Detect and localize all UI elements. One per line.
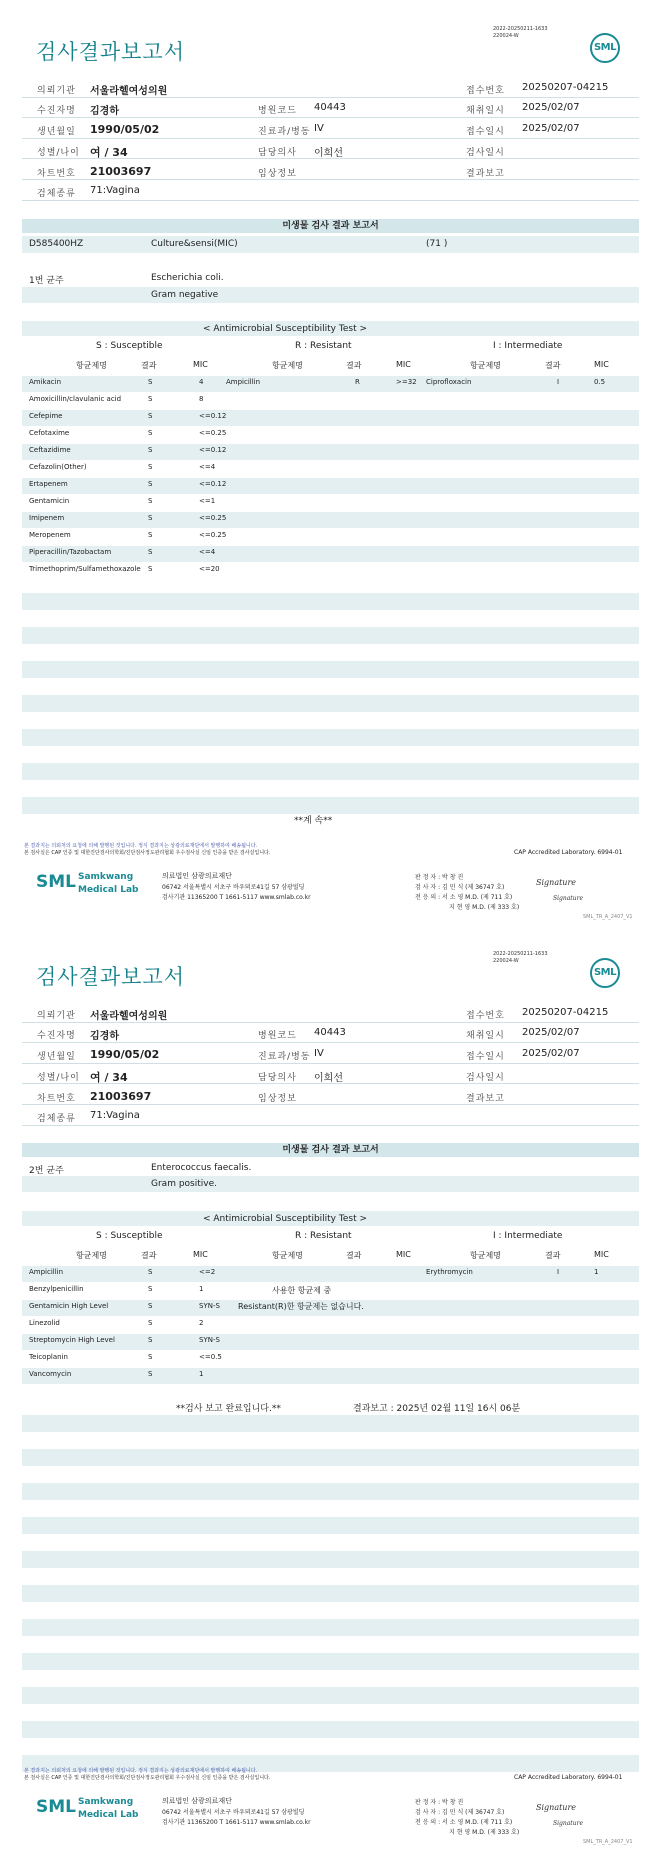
organism-label: 1번 균주 xyxy=(29,276,64,286)
label-dept: 진료과/병동 xyxy=(258,1052,311,1062)
lab-staff-1: 판 정 자 : 박 창 진 xyxy=(415,874,464,881)
drug-name: Meropenem xyxy=(29,531,71,539)
doctor-value: 이희선 xyxy=(314,148,343,159)
sml-brand-logo-icon: SML xyxy=(36,872,76,892)
label-receipt-date: 접수일시 xyxy=(466,127,505,137)
document-number xyxy=(493,26,548,40)
drug-result: S xyxy=(148,1370,153,1378)
drug-result: S xyxy=(148,1353,153,1361)
col-result-header-3: 결과 xyxy=(545,1251,561,1260)
lab-staff-3: 전 응 의 : 서 소 영 M.D. (제 711 호) xyxy=(415,1819,513,1826)
empty-row xyxy=(22,1449,639,1466)
col-mic-header: MIC xyxy=(193,360,208,369)
drug-name: Gentamicin xyxy=(29,497,70,505)
drug-name-col3: Ciprofloxacin xyxy=(426,378,472,386)
empty-row xyxy=(22,1687,639,1704)
drug-name: Benzylpenicillin xyxy=(29,1285,84,1293)
birth-value: 1990/05/02 xyxy=(90,123,160,136)
empty-row xyxy=(22,627,639,644)
sex-age-value: 여 / 34 xyxy=(90,1071,128,1084)
label-doctor: 담당의사 xyxy=(258,148,297,158)
drug-mic: 8 xyxy=(199,395,204,403)
drug-mic: <=0.5 xyxy=(199,1353,222,1361)
label-chart: 차트번호 xyxy=(37,1094,76,1104)
row-band xyxy=(22,546,639,562)
drug-name: Teicoplanin xyxy=(29,1353,68,1361)
empty-row xyxy=(22,729,639,746)
row-band xyxy=(22,444,639,460)
cap-accreditation: CAP Accredited Laboratory. 6994-01 xyxy=(514,849,623,856)
receipt-date-value: 2025/02/07 xyxy=(522,1048,580,1059)
cap-accreditation: CAP Accredited Laboratory. 6994-01 xyxy=(514,1774,623,1781)
drug-result-col3: I xyxy=(557,378,560,386)
label-sex-age: 성별/나이 xyxy=(37,148,80,158)
footer-note-2: 본 검사실은 CAP 인증 및 대한진단검사의학회/진단검사정도관리협회 우수검사실 신임 인증을 받은 검사실입니다. xyxy=(24,1775,271,1781)
form-code: SML_TR_A_2407_V1 xyxy=(583,914,633,920)
col-result-header-2: 결과 xyxy=(346,1251,362,1260)
drug-mic: <=20 xyxy=(199,565,220,573)
patient-name-value: 김경하 xyxy=(90,106,119,117)
label-exam-date: 검사일시 xyxy=(466,148,505,158)
drug-mic: SYN-S xyxy=(199,1336,220,1344)
col-drug-header-2: 항균제명 xyxy=(272,1251,303,1260)
footer-note-2: 본 검사실은 CAP 인증 및 대한진단검사의학회/진단검사정도관리협회 우수검사실 신임 인증을 받은 검사실입니다. xyxy=(24,850,271,856)
drug-result: S xyxy=(148,1285,153,1293)
drug-result: S xyxy=(148,1336,153,1344)
label-clinical: 임상정보 xyxy=(258,1094,297,1104)
drug-result: S xyxy=(148,1268,153,1276)
sml-logo-icon: SML xyxy=(590,958,620,988)
col-drug-header-3: 항균제명 xyxy=(470,1251,501,1260)
drug-name: Cefepime xyxy=(29,412,63,420)
col-drug-header: 항균제명 xyxy=(76,1251,107,1260)
drug-result: S xyxy=(148,531,153,539)
label-receipt-no: 접수번호 xyxy=(466,86,505,96)
row-band xyxy=(22,512,639,528)
page-title: 검사결과보고서 xyxy=(36,965,186,989)
ast-resistant: R : Resistant xyxy=(295,341,352,351)
drug-mic-col2: >=32 xyxy=(396,378,417,386)
collect-date-value: 2025/02/07 xyxy=(522,1027,580,1038)
drug-name: Vancomycin xyxy=(29,1370,72,1378)
doctor-value: 이희선 xyxy=(314,1073,343,1084)
footer-note-1: 본 결과지는 의뢰처의 요청에 의해 발행된 것입니다. 정식 결과지는 상광의료재단에서 발행하여 배송됩니다. xyxy=(24,843,258,849)
col-result-header-2: 결과 xyxy=(346,361,362,370)
drug-mic: <=2 xyxy=(199,1268,216,1276)
label-hospital-code: 병원코드 xyxy=(258,1031,297,1041)
col-mic-header-3: MIC xyxy=(594,360,609,369)
report-complete: **검사 보고 완료입니다.** xyxy=(176,1404,281,1414)
section-title: 미생물 검사 결과 보고서 xyxy=(22,219,639,233)
drug-result: S xyxy=(148,395,153,403)
label-patient: 수진자명 xyxy=(37,1031,76,1041)
row-band xyxy=(22,410,639,426)
drug-name: Cefazolin(Other) xyxy=(29,463,87,471)
lab-staff-4: 지 현 영 M.D. (제 333 호) xyxy=(449,904,520,911)
empty-row xyxy=(22,1551,639,1568)
document-number xyxy=(493,951,548,965)
organism-name: Escherichia coli. xyxy=(151,273,224,283)
label-result-date: 결과보고 xyxy=(466,1094,505,1104)
client-value: 서울라헬여성의원 xyxy=(90,86,168,97)
drug-name: Amikacin xyxy=(29,378,62,386)
drug-result: S xyxy=(148,548,153,556)
ast-intermediate: I : Intermediate xyxy=(493,1231,563,1241)
row-band xyxy=(22,1266,639,1282)
col-mic-header-3: MIC xyxy=(594,1250,609,1259)
empty-row xyxy=(22,695,639,712)
drug-mic: 4 xyxy=(199,378,204,386)
drug-result-col2: R xyxy=(355,378,360,386)
row-band xyxy=(22,376,639,392)
sml-brand-logo-icon: SML xyxy=(36,1797,76,1817)
signature-icon-2: Signature xyxy=(553,895,584,902)
drug-result: S xyxy=(148,378,153,386)
drug-mic: <=1 xyxy=(199,497,216,505)
drug-name: Ertapenem xyxy=(29,480,68,488)
label-hospital-code: 병원코드 xyxy=(258,106,297,116)
brand-line-2: Medical Lab xyxy=(78,885,139,895)
col-drug-header-3: 항균제명 xyxy=(470,361,501,370)
report-time: 결과보고 : 2025년 02월 11일 16시 06분 xyxy=(353,1404,521,1414)
lab-staff-2: 검 사 자 : 김 민 식 (제 36747 호) xyxy=(415,1809,505,1816)
brand-line-1: Samkwang xyxy=(78,872,134,882)
drug-result: S xyxy=(148,446,153,454)
org-address: 06742 서울특별시 서초구 바우뫼로41길 57 삼광빌딩 xyxy=(162,884,305,891)
empty-row xyxy=(22,1415,639,1432)
drug-result-col3: I xyxy=(557,1268,560,1276)
drug-mic: <=0.12 xyxy=(199,480,227,488)
col-drug-header: 항균제명 xyxy=(76,361,107,370)
organism-name: Enterococcus faecalis. xyxy=(151,1163,252,1173)
test-name: Culture&sensi(MIC) xyxy=(151,239,238,249)
drug-mic: <=4 xyxy=(199,548,216,556)
specimen-value: 71:Vagina xyxy=(90,1110,140,1121)
ast-susceptible: S : Susceptible xyxy=(96,1231,163,1241)
drug-result: S xyxy=(148,1302,153,1310)
drug-mic: <=4 xyxy=(199,463,216,471)
footer-note-1: 본 결과지는 의뢰처의 요청에 의해 발행된 것입니다. 정식 결과지는 상광의료재단에서 발행하여 배송됩니다. xyxy=(24,1768,258,1774)
drug-name: Cefotaxime xyxy=(29,429,70,437)
drug-name-col3: Erythromycin xyxy=(426,1268,473,1276)
empty-row xyxy=(22,1585,639,1602)
collect-date-value: 2025/02/07 xyxy=(522,102,580,113)
drug-mic: <=0.25 xyxy=(199,429,227,437)
org-name: 의료법인 삼광의료재단 xyxy=(162,1797,232,1805)
receipt-no-value: 20250207-04215 xyxy=(522,82,609,93)
doc-no: 2022-20250211-1633 xyxy=(493,951,548,957)
chart-value: 21003697 xyxy=(90,1090,152,1103)
client-value: 서울라헬여성의원 xyxy=(90,1011,168,1022)
birth-value: 1990/05/02 xyxy=(90,1048,160,1061)
receipt-date-value: 2025/02/07 xyxy=(522,123,580,134)
empty-row xyxy=(22,763,639,780)
drug-mic: 2 xyxy=(199,1319,204,1327)
doc-sub: 220024-W xyxy=(493,33,519,39)
col-result-header: 결과 xyxy=(141,1251,157,1260)
label-specimen: 검체종류 xyxy=(37,189,76,199)
drug-name: Imipenem xyxy=(29,514,65,522)
label-client: 의뢰기관 xyxy=(37,86,76,96)
gram-stain: Gram negative xyxy=(151,290,219,300)
drug-mic: <=0.25 xyxy=(199,514,227,522)
label-clinical: 임상정보 xyxy=(258,169,297,179)
org-tel: 검사기관 11365200 T 1661-5117 www.smlab.co.kr xyxy=(162,894,311,901)
drug-result: S xyxy=(148,1319,153,1327)
org-address: 06742 서울특별시 서초구 바우뫼로41길 57 삼광빌딩 xyxy=(162,1809,305,1816)
doc-sub: 220024-W xyxy=(493,958,519,964)
signature-icon: Signature xyxy=(536,1803,577,1812)
doc-no: 2022-20250211-1633 xyxy=(493,26,548,32)
drug-name: Streptomycin High Level xyxy=(29,1336,115,1344)
label-receipt-no: 접수번호 xyxy=(466,1011,505,1021)
no-resistance-note-2: Resistant(R)한 항균제는 없습니다. xyxy=(238,1302,364,1311)
label-sex-age: 성별/나이 xyxy=(37,1073,80,1083)
sex-age-value: 여 / 34 xyxy=(90,146,128,159)
label-collect-date: 채취일시 xyxy=(466,1031,505,1041)
row-band xyxy=(22,1368,639,1384)
brand-line-2: Medical Lab xyxy=(78,1810,139,1820)
label-client: 의뢰기관 xyxy=(37,1011,76,1021)
drug-result: S xyxy=(148,565,153,573)
drug-result: S xyxy=(148,497,153,505)
patient-name-value: 김경하 xyxy=(90,1031,119,1042)
ast-title: < Antimicrobial Susceptibility Test > xyxy=(203,1214,367,1224)
drug-result: S xyxy=(148,463,153,471)
signature-icon: Signature xyxy=(536,878,577,887)
org-tel: 검사기관 11365200 T 1661-5117 www.smlab.co.kr xyxy=(162,1819,311,1826)
drug-mic: <=0.25 xyxy=(199,531,227,539)
empty-row xyxy=(22,661,639,678)
lab-staff-2: 검 사 자 : 김 민 식 (제 36747 호) xyxy=(415,884,505,891)
page-title: 검사결과보고서 xyxy=(36,40,186,64)
label-specimen: 검체종류 xyxy=(37,1114,76,1124)
org-name: 의료법인 삼광의료재단 xyxy=(162,872,232,880)
organism-label: 2번 균주 xyxy=(29,1166,64,1176)
test-code: D585400HZ xyxy=(29,239,84,249)
empty-row xyxy=(22,1619,639,1636)
empty-row xyxy=(22,1653,639,1670)
label-receipt-date: 접수일시 xyxy=(466,1052,505,1062)
lab-staff-4: 지 현 영 M.D. (제 333 호) xyxy=(449,1829,520,1836)
dept-value: IV xyxy=(314,1048,324,1059)
sml-logo-icon: SML xyxy=(590,33,620,63)
continued-text: **계 속** xyxy=(294,816,333,826)
drug-name: Linezolid xyxy=(29,1319,60,1327)
ast-susceptible: S : Susceptible xyxy=(96,341,163,351)
drug-mic: <=0.12 xyxy=(199,446,227,454)
specimen-value: 71:Vagina xyxy=(90,185,140,196)
drug-name: Gentamicin High Level xyxy=(29,1302,109,1310)
drug-name: Trimethoprim/Sulfamethoxazole xyxy=(29,565,141,573)
label-exam-date: 검사일시 xyxy=(466,1073,505,1083)
drug-name: Amoxicillin/clavulanic acid xyxy=(29,395,122,403)
receipt-no-value: 20250207-04215 xyxy=(522,1007,609,1018)
lab-staff-1: 판 정 자 : 박 창 진 xyxy=(415,1799,464,1806)
label-chart: 차트번호 xyxy=(37,169,76,179)
form-code: SML_TR_A_2407_V1 xyxy=(583,1839,633,1845)
drug-result: S xyxy=(148,480,153,488)
drug-name-col2: Ampicillin xyxy=(226,378,261,386)
empty-row xyxy=(22,593,639,610)
empty-row xyxy=(22,797,639,814)
dept-value: IV xyxy=(314,123,324,134)
hospital-code-value: 40443 xyxy=(314,102,346,113)
col-mic-header-2: MIC xyxy=(396,1250,411,1259)
drug-mic: <=0.12 xyxy=(199,412,227,420)
signature-icon-2: Signature xyxy=(553,1820,584,1827)
drug-mic-col3: 0.5 xyxy=(594,378,606,386)
empty-row xyxy=(22,1483,639,1500)
drug-name: Ceftazidime xyxy=(29,446,71,454)
drug-result: S xyxy=(148,429,153,437)
report-page-2 xyxy=(0,925,655,1850)
label-patient: 수진자명 xyxy=(37,106,76,116)
label-doctor: 담당의사 xyxy=(258,1073,297,1083)
label-result-date: 결과보고 xyxy=(466,169,505,179)
test-count: (71 ) xyxy=(426,239,448,249)
drug-name: Piperacillin/Tazobactam xyxy=(29,548,112,556)
brand-line-1: Samkwang xyxy=(78,1797,134,1807)
col-mic-header-2: MIC xyxy=(396,360,411,369)
col-result-header-3: 결과 xyxy=(545,361,561,370)
ast-intermediate: I : Intermediate xyxy=(493,341,563,351)
ast-title: < Antimicrobial Susceptibility Test > xyxy=(203,324,367,334)
row-band xyxy=(22,478,639,494)
empty-row xyxy=(22,1517,639,1534)
col-drug-header-2: 항균제명 xyxy=(272,361,303,370)
label-birth: 생년월일 xyxy=(37,1052,76,1062)
drug-mic: SYN-S xyxy=(199,1302,220,1310)
drug-mic: 1 xyxy=(199,1370,204,1378)
label-birth: 생년월일 xyxy=(37,127,76,137)
drug-result: S xyxy=(148,412,153,420)
hospital-code-value: 40443 xyxy=(314,1027,346,1038)
lab-staff-3: 전 응 의 : 서 소 영 M.D. (제 711 호) xyxy=(415,894,513,901)
chart-value: 21003697 xyxy=(90,165,152,178)
label-collect-date: 채취일시 xyxy=(466,106,505,116)
drug-result: S xyxy=(148,514,153,522)
section-title: 미생물 검사 결과 보고서 xyxy=(22,1143,639,1157)
drug-mic: 1 xyxy=(199,1285,204,1293)
ast-resistant: R : Resistant xyxy=(295,1231,352,1241)
drug-mic-col3: 1 xyxy=(594,1268,599,1276)
empty-row xyxy=(22,1721,639,1738)
col-mic-header: MIC xyxy=(193,1250,208,1259)
no-resistance-note-1: 사용한 항균제 중 xyxy=(272,1286,332,1295)
col-result-header: 결과 xyxy=(141,361,157,370)
drug-name: Ampicillin xyxy=(29,1268,64,1276)
gram-stain: Gram positive. xyxy=(151,1179,217,1189)
label-dept: 진료과/병동 xyxy=(258,127,311,137)
